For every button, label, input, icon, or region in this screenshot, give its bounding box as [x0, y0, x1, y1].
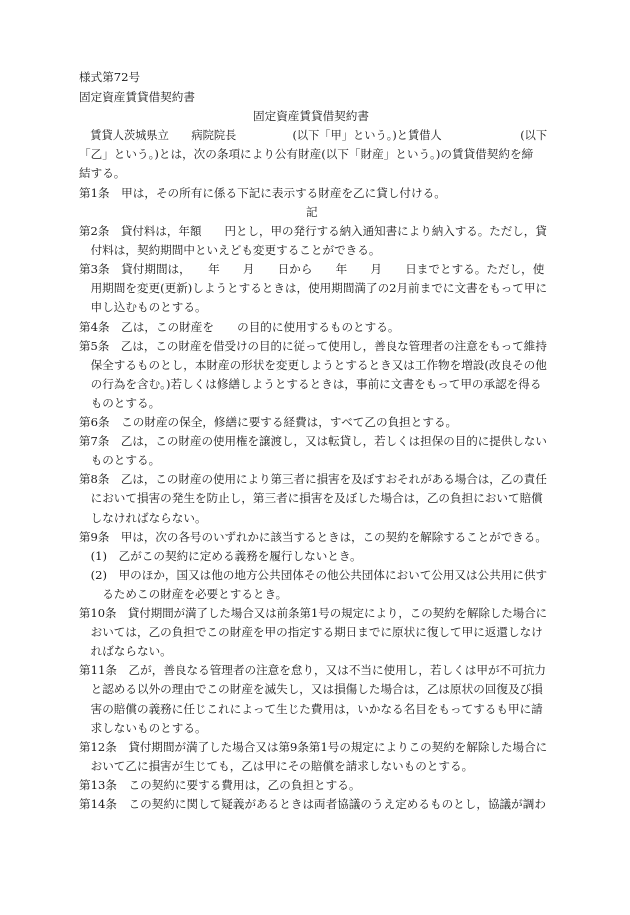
article-13-line: 第13条 この契約に要する費用は，乙の負担とする。 — [79, 777, 361, 792]
form-title: 固定資産賃貸借契約書 — [79, 90, 195, 104]
article-11-line: と認める以外の理由でこの財産を滅失し，又は損傷した場合は，乙は原状の回復及び損 — [79, 682, 543, 697]
article-8-line: 第8条 乙は，この財産の使用により第三者に損害を及ぼすおそれがある場合は，乙の責任 — [79, 472, 547, 487]
article-5-line: ものとする。 — [79, 395, 161, 410]
article-7-line: ものとする。 — [79, 453, 161, 468]
article-9-line: るためこの財産を必要とするとき。 — [79, 586, 288, 601]
article-8-line: において損害の発生を防止し，第三者に損害を及ぼした場合は，乙の負担において賠償 — [79, 491, 543, 506]
article-9-line: (1) 乙がこの契約に定める義務を履行しないとき。 — [79, 548, 362, 563]
article-3-line: 申し込むものとする。 — [79, 300, 207, 315]
article-12-line: おいて乙に損害が生じても，乙は甲にその賠償を請求しないものとする。 — [79, 758, 474, 773]
document-title: 固定資産賃貸借契約書 — [253, 109, 369, 123]
article-4-line: 第4条 乙は，この財産を の目的に使用するものとする。 — [79, 319, 400, 334]
article-5-line: 第5条 乙は，この財産を借受けの目的に従って使用し，善良な管理者の注意をもって維持 — [79, 338, 547, 353]
preamble-line: 賃貸人茨城県立 病院院長 (以下「甲」という。)と賃借人 (以下 — [79, 128, 548, 142]
article-10-line: ればならない。 — [79, 644, 172, 659]
article-6-line: 第6条 この財産の保全，修繕に要する経費は，すべて乙の負担とする。 — [79, 415, 458, 429]
article-12-line: 第12条 貸付期間が満了した場合又は第9条第1号の規定によりこの契約を解除した場合に — [79, 739, 548, 754]
form-number: 様式第72号 — [79, 70, 141, 84]
article-2-line: 付料は，契約期間中といえども変更することができる。 — [79, 243, 381, 258]
article-7-line: 第7条 乙は，この財産の使用権を譲渡し，又は転貸し，若しくは担保の目的に提供しない — [79, 434, 547, 449]
article-9-line: 第9条 甲は，次の各号のいずれかに該当するときは，この契約を解除することができる。 — [79, 529, 547, 544]
ki-heading: 記 — [306, 205, 318, 219]
article-14-line: 第14条 この契約に関して疑義があるときは両者協議のうえ定めるものとし，協議が調わ — [79, 797, 546, 811]
article-1-line: 第1条 甲は，その所有に係る下記に表示する財産を乙に貸し付ける。 — [79, 186, 446, 200]
article-2-line: 第2条 貸付料は，年額 円とし，甲の発行する納入通知書により納入する。ただし，貸 — [79, 224, 547, 238]
article-10-line: 第10条 貸付期間が満了した場合又は前条第1号の規定により，この契約を解除した場合に — [79, 606, 548, 620]
article-10-line: おいては，乙の負担でこの財産を甲の指定する期日までに原状に復して甲に返還しなけ — [79, 625, 543, 640]
article-11-line: 第11条 乙が，善良なる管理者の注意を怠り，又は不当に使用し，若しくは甲が不可抗力 — [79, 663, 546, 678]
article-11-line: 求しないものとする。 — [79, 720, 207, 735]
article-11-line: 害の賠償の義務に任じこれによって生じた費用は，いかなる名目をもってするも甲に請 — [79, 701, 543, 716]
article-5-line: の行為を含む。)若しくは修繕しようとするときは，事前に文書をもって甲の承認を得る — [79, 376, 542, 391]
article-3-line: 用期間を変更(更新)しようとするときは，使用期間満了の2月前までに文書をもって甲に — [79, 281, 548, 296]
article-3-line: 第3条 貸付期間は， 年 月 日から 年 月 日までとする。ただし，使 — [79, 262, 545, 277]
preamble-line: 結する。 — [79, 166, 126, 181]
article-8-line: しなければならない。 — [79, 510, 207, 525]
preamble-line: 「乙」という。)とは，次の条項により公有財産(以下「財産」という。)の賃貸借契約を締 — [79, 147, 534, 162]
article-9-line: (2) 甲のほか，国又は他の地方公共団体その他公共団体において公用又は公共用に供す — [79, 567, 548, 582]
article-5-line: 保全するものとし，本財産の形状を変更しようとするとき又は工作物を増設(改良その他 — [79, 357, 547, 372]
